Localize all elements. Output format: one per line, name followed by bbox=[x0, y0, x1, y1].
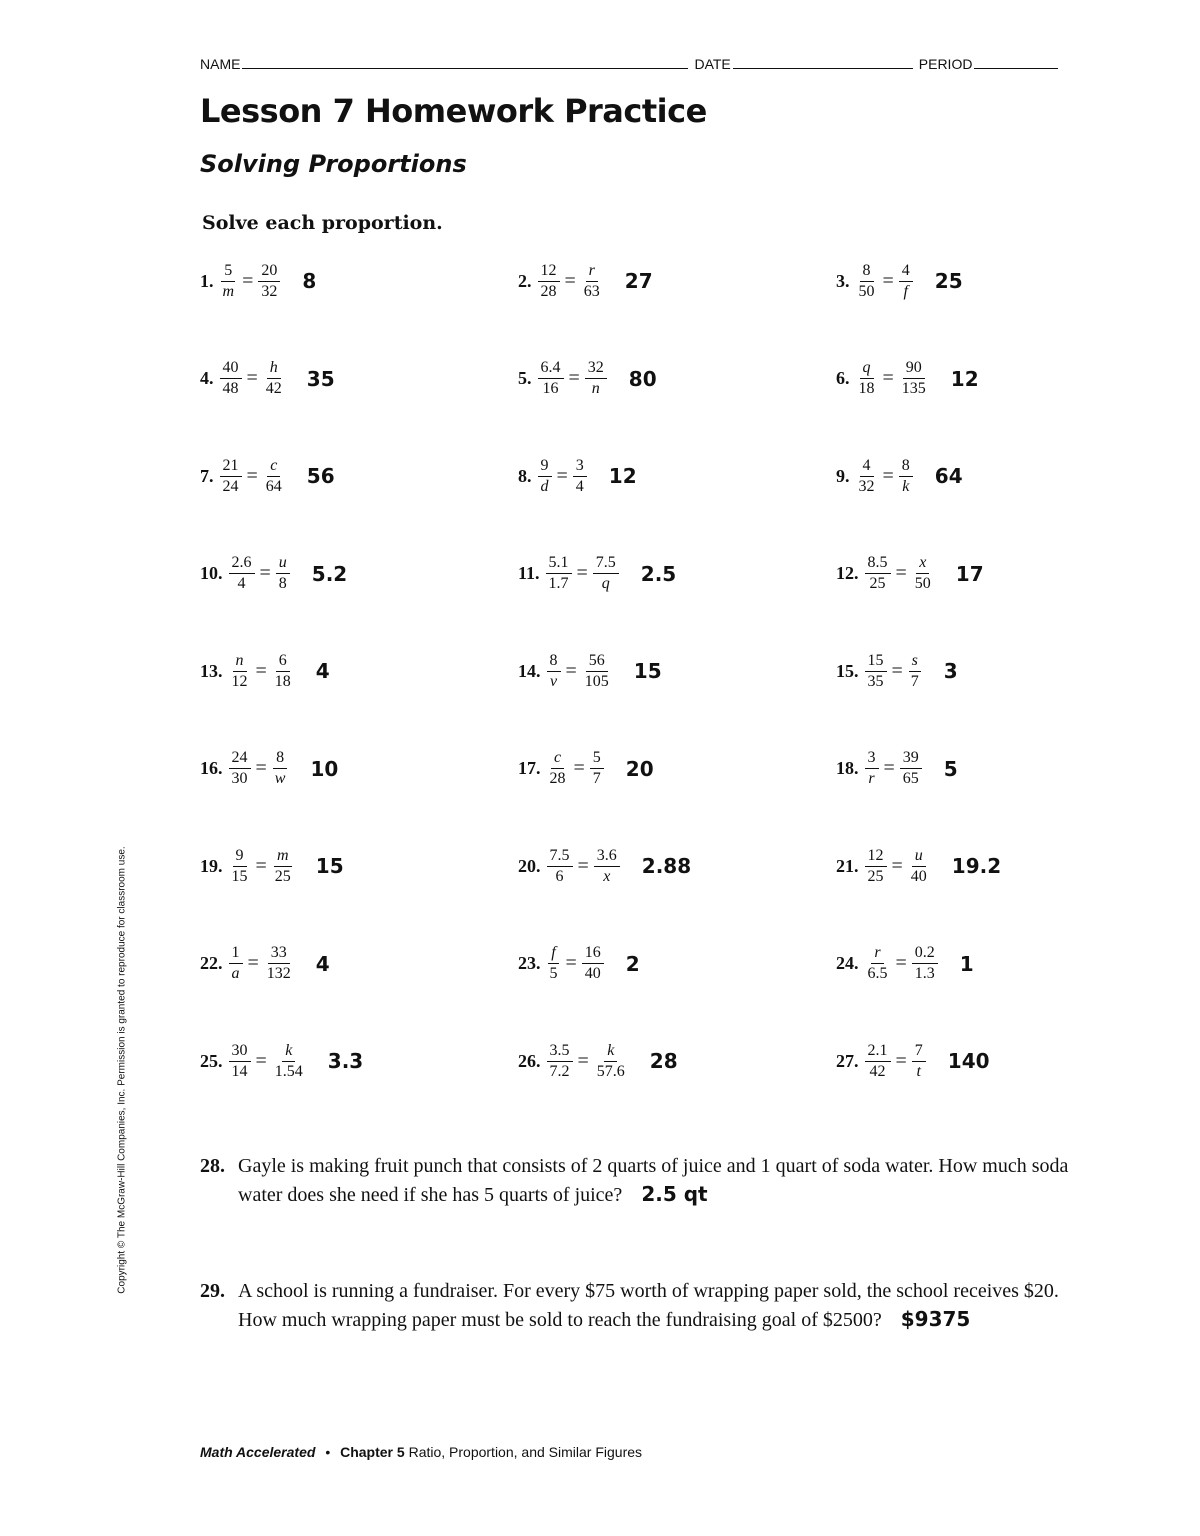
problem-16 bbox=[200, 741, 338, 797]
numerator: 8 bbox=[547, 653, 561, 672]
denominator: m bbox=[222, 282, 235, 300]
denominator: 105 bbox=[584, 672, 609, 690]
numerator: 7.5 bbox=[547, 848, 573, 867]
answer: 25 bbox=[934, 269, 963, 293]
equals-sign: = bbox=[242, 269, 254, 292]
problem-25 bbox=[200, 1033, 363, 1089]
left-fraction bbox=[865, 1043, 891, 1080]
problem-15 bbox=[836, 643, 958, 699]
left-fraction bbox=[865, 848, 887, 885]
numerator: x bbox=[916, 555, 929, 574]
answer: 12 bbox=[608, 464, 637, 488]
copyright-notice: Copyright © The McGraw-Hill Companies, Inc. Permission is granted to reproduce for classroom use. bbox=[116, 846, 128, 1294]
denominator: 57.6 bbox=[596, 1062, 625, 1080]
numerator: 8 bbox=[899, 458, 913, 477]
problem-11 bbox=[518, 546, 676, 602]
right-fraction bbox=[276, 555, 290, 592]
numerator: 12 bbox=[538, 263, 560, 282]
numerator: 1 bbox=[229, 945, 243, 964]
numerator: 3.5 bbox=[547, 1043, 573, 1062]
answer: 1 bbox=[959, 951, 974, 976]
denominator: 4 bbox=[237, 575, 246, 592]
numerator: 20 bbox=[258, 263, 280, 282]
period-label: PERIOD bbox=[918, 56, 973, 72]
left-fraction bbox=[229, 848, 251, 885]
numerator: 32 bbox=[585, 360, 607, 379]
numerator: k bbox=[282, 1043, 295, 1062]
denominator: 18 bbox=[274, 672, 291, 690]
denominator: 42 bbox=[869, 1062, 886, 1080]
numerator: c bbox=[551, 750, 564, 769]
word-problem-body bbox=[238, 1277, 1100, 1334]
denominator: 7.2 bbox=[549, 1062, 570, 1080]
denominator: k bbox=[902, 477, 910, 495]
name-label: NAME bbox=[200, 56, 241, 72]
numerator: 4 bbox=[899, 263, 913, 282]
right-fraction bbox=[899, 263, 913, 300]
answer: 4 bbox=[315, 951, 330, 976]
denominator: 32 bbox=[261, 282, 278, 300]
equals-sign: = bbox=[891, 659, 903, 682]
problem-number: 19. bbox=[200, 855, 223, 876]
left-fraction bbox=[547, 848, 573, 885]
left-fraction bbox=[229, 750, 251, 787]
answer: 64 bbox=[934, 464, 963, 488]
problem-number: 22. bbox=[200, 953, 223, 973]
numerator: 21 bbox=[220, 458, 242, 477]
numerator: 90 bbox=[903, 360, 925, 379]
denominator: 7 bbox=[910, 672, 919, 690]
equals-sign: = bbox=[573, 757, 585, 779]
problem-13 bbox=[200, 643, 330, 699]
right-fraction bbox=[908, 653, 922, 690]
period-blank[interactable] bbox=[974, 54, 1058, 69]
numerator: h bbox=[267, 360, 281, 379]
numerator: 3 bbox=[573, 458, 587, 477]
equals-sign: = bbox=[576, 562, 588, 584]
denominator: 6 bbox=[555, 867, 564, 885]
denominator: 4 bbox=[575, 477, 584, 495]
left-fraction bbox=[865, 555, 891, 592]
left-fraction bbox=[220, 263, 238, 300]
left-fraction bbox=[547, 750, 569, 787]
numerator: 40 bbox=[220, 360, 242, 379]
problem-number: 1. bbox=[200, 270, 214, 291]
denominator: v bbox=[549, 672, 558, 690]
problem-26 bbox=[518, 1033, 678, 1089]
answer: 15 bbox=[633, 659, 662, 683]
denominator: 18 bbox=[858, 380, 875, 397]
equals-sign: = bbox=[255, 1049, 267, 1072]
answer: 80 bbox=[628, 366, 657, 391]
denominator: 28 bbox=[549, 770, 566, 787]
equals-sign: = bbox=[577, 854, 589, 877]
left-fraction bbox=[546, 555, 572, 592]
numerator: r bbox=[871, 945, 883, 964]
answer: 56 bbox=[306, 464, 335, 488]
equals-sign: = bbox=[895, 562, 907, 584]
denominator: r bbox=[868, 770, 875, 787]
footer-book-title: Math Accelerated bbox=[200, 1444, 316, 1460]
right-fraction bbox=[272, 1043, 306, 1080]
right-fraction bbox=[899, 360, 929, 397]
header-fields bbox=[200, 54, 1115, 78]
right-fraction bbox=[258, 263, 280, 300]
problem-23 bbox=[518, 936, 640, 992]
problem-number: 21. bbox=[836, 855, 859, 876]
denominator: 135 bbox=[901, 380, 926, 397]
equals-sign: = bbox=[895, 1049, 907, 1072]
answer: 3 bbox=[943, 659, 958, 683]
problem-number: 4. bbox=[200, 368, 214, 388]
problem-number: 16. bbox=[200, 758, 223, 778]
numerator: q bbox=[860, 360, 874, 379]
equals-sign: = bbox=[556, 464, 568, 487]
footer-chapter-title: Ratio, Proportion, and Similar Figures bbox=[408, 1444, 643, 1460]
problem-number: 14. bbox=[518, 660, 541, 681]
problem-20 bbox=[518, 838, 691, 894]
problem-number: 9. bbox=[836, 465, 850, 486]
right-fraction bbox=[573, 458, 587, 495]
denominator: n bbox=[591, 380, 600, 397]
denominator: 15 bbox=[231, 867, 248, 885]
right-fraction bbox=[590, 750, 604, 787]
right-fraction bbox=[263, 458, 285, 495]
denominator: 14 bbox=[231, 1062, 248, 1080]
denominator: 48 bbox=[222, 380, 239, 397]
numerator: n bbox=[233, 653, 247, 672]
problem-27 bbox=[836, 1033, 990, 1089]
denominator: f bbox=[903, 282, 908, 300]
left-fraction bbox=[538, 263, 560, 300]
equals-sign: = bbox=[882, 269, 894, 292]
right-fraction bbox=[912, 1043, 926, 1080]
numerator: 12 bbox=[865, 848, 887, 867]
problem-number: 24. bbox=[836, 953, 859, 973]
numerator: 33 bbox=[268, 945, 290, 964]
answer: 2.5 bbox=[640, 561, 677, 586]
problem-number: 18. bbox=[836, 758, 859, 778]
denominator: t bbox=[916, 1062, 921, 1080]
word-problem-text: Gayle is making fruit punch that consists of 2 quarts of juice and 1 quart of soda water. How much soda water does she need if she has 5 quarts of juice? bbox=[238, 1155, 1069, 1206]
denominator: 25 bbox=[867, 867, 884, 885]
denominator: 40 bbox=[910, 867, 927, 885]
problem-5 bbox=[518, 351, 657, 407]
right-fraction bbox=[272, 653, 294, 690]
problem-number: 2. bbox=[518, 270, 532, 291]
left-fraction bbox=[547, 1043, 573, 1080]
denominator: d bbox=[540, 477, 549, 495]
denominator: 16 bbox=[542, 380, 559, 397]
denominator: 1.7 bbox=[548, 575, 569, 592]
word-problem-text: A school is running a fundraiser. For every $75 worth of wrapping paper sold, the school receives $20. How much wrapping paper must be sold to reach the fundraising goal of $2500? bbox=[238, 1280, 1059, 1331]
answer: 15 bbox=[315, 854, 344, 878]
left-fraction bbox=[229, 653, 251, 690]
equals-sign: = bbox=[255, 659, 267, 682]
numerator: 2.6 bbox=[229, 555, 255, 574]
problem-18 bbox=[836, 741, 958, 797]
problem-number: 17. bbox=[518, 758, 541, 778]
numerator: 9 bbox=[233, 848, 247, 867]
numerator: u bbox=[276, 555, 290, 574]
problem-12 bbox=[836, 546, 984, 602]
answer: 5 bbox=[943, 756, 958, 781]
word-problem-answer: $9375 bbox=[900, 1307, 971, 1331]
numerator: 6 bbox=[276, 653, 290, 672]
numerator: 24 bbox=[229, 750, 251, 769]
numerator: 5 bbox=[221, 263, 235, 282]
answer: 10 bbox=[310, 756, 339, 781]
denominator: 12 bbox=[231, 672, 248, 690]
denominator: 24 bbox=[222, 477, 239, 495]
right-fraction bbox=[899, 458, 913, 495]
left-fraction bbox=[865, 653, 887, 690]
left-fraction bbox=[856, 360, 878, 397]
answer: 20 bbox=[625, 756, 654, 781]
problem-number: 5. bbox=[518, 368, 532, 388]
equals-sign: = bbox=[882, 367, 894, 389]
word-problem-body bbox=[238, 1152, 1100, 1209]
numerator: r bbox=[586, 263, 598, 282]
right-fraction bbox=[581, 263, 603, 300]
denominator: 7 bbox=[592, 770, 601, 787]
right-fraction bbox=[900, 750, 922, 787]
answer: 140 bbox=[947, 1049, 990, 1073]
footer-separator: • bbox=[325, 1444, 331, 1460]
denominator: 8 bbox=[278, 575, 287, 592]
numerator: 0.2 bbox=[912, 945, 938, 964]
numerator: u bbox=[912, 848, 926, 867]
numerator: 7 bbox=[912, 1043, 926, 1062]
answer: 19.2 bbox=[951, 854, 1002, 878]
answer: 28 bbox=[649, 1049, 678, 1073]
left-fraction bbox=[229, 1043, 251, 1080]
denominator: 50 bbox=[858, 282, 875, 300]
word-problem-answer: 2.5 qt bbox=[641, 1182, 708, 1206]
answer: 27 bbox=[624, 269, 653, 293]
name-blank[interactable] bbox=[242, 54, 688, 69]
numerator: 4 bbox=[860, 458, 874, 477]
word-problem-29 bbox=[200, 1277, 1100, 1334]
left-fraction bbox=[547, 653, 561, 690]
denominator: 30 bbox=[231, 770, 248, 787]
numerator: 39 bbox=[900, 750, 922, 769]
denominator: 50 bbox=[914, 575, 931, 592]
denominator: 1.3 bbox=[914, 965, 935, 982]
problem-number: 12. bbox=[836, 563, 859, 583]
denominator: x bbox=[603, 867, 611, 885]
problem-number: 13. bbox=[200, 660, 223, 681]
numerator: 3 bbox=[865, 750, 879, 769]
problem-8 bbox=[518, 448, 637, 504]
right-fraction bbox=[582, 653, 612, 690]
left-fraction bbox=[538, 458, 552, 495]
denominator: 5 bbox=[549, 965, 558, 982]
numerator: 7.5 bbox=[593, 555, 619, 574]
denominator: q bbox=[601, 575, 610, 592]
problem-14 bbox=[518, 643, 662, 699]
left-fraction bbox=[538, 360, 564, 397]
answer: 12 bbox=[950, 366, 979, 391]
problem-number: 7. bbox=[200, 465, 214, 486]
equals-sign: = bbox=[247, 952, 259, 974]
left-fraction bbox=[856, 263, 878, 300]
equals-sign: = bbox=[246, 367, 258, 389]
denominator: 32 bbox=[858, 477, 875, 495]
denominator: a bbox=[231, 965, 240, 982]
problem-number: 8. bbox=[518, 465, 532, 486]
equals-sign: = bbox=[255, 854, 267, 877]
right-fraction bbox=[272, 750, 289, 787]
word-problem-number: 28. bbox=[200, 1155, 225, 1177]
answer: 17 bbox=[955, 561, 984, 586]
footer-chapter: Chapter 5 bbox=[340, 1444, 405, 1460]
page-subtitle: Solving Proportions bbox=[200, 150, 467, 178]
right-fraction bbox=[582, 945, 604, 982]
problem-22 bbox=[200, 936, 330, 992]
equals-sign: = bbox=[891, 854, 903, 877]
left-fraction bbox=[220, 360, 242, 397]
problem-number: 26. bbox=[518, 1050, 541, 1071]
right-fraction bbox=[594, 848, 620, 885]
numerator: 30 bbox=[229, 1043, 251, 1062]
problem-1 bbox=[200, 253, 316, 309]
date-label: DATE bbox=[694, 56, 731, 72]
numerator: 8.5 bbox=[865, 555, 891, 574]
numerator: c bbox=[267, 458, 280, 477]
equals-sign: = bbox=[568, 367, 580, 389]
problem-number: 23. bbox=[518, 953, 541, 973]
equals-sign: = bbox=[883, 757, 895, 779]
instructions: Solve each proportion. bbox=[202, 212, 443, 234]
numerator: 5.1 bbox=[546, 555, 572, 574]
problem-number: 20. bbox=[518, 855, 541, 876]
problem-number: 6. bbox=[836, 368, 850, 388]
numerator: 5 bbox=[590, 750, 604, 769]
denominator: 63 bbox=[583, 282, 600, 300]
right-fraction bbox=[264, 945, 294, 982]
equals-sign: = bbox=[565, 659, 577, 682]
right-fraction bbox=[908, 848, 930, 885]
equals-sign: = bbox=[564, 269, 576, 292]
left-fraction bbox=[220, 458, 242, 495]
denominator: 42 bbox=[265, 380, 282, 397]
problem-19 bbox=[200, 838, 344, 894]
numerator: 16 bbox=[582, 945, 604, 964]
denominator: 28 bbox=[540, 282, 557, 300]
answer: 4 bbox=[315, 659, 330, 683]
left-fraction bbox=[229, 945, 243, 982]
equals-sign: = bbox=[259, 562, 271, 584]
denominator: 1.54 bbox=[274, 1062, 303, 1080]
equals-sign: = bbox=[255, 757, 267, 779]
left-fraction bbox=[547, 945, 561, 982]
problem-number: 10. bbox=[200, 563, 223, 583]
right-fraction bbox=[594, 1043, 628, 1080]
problem-number: 25. bbox=[200, 1050, 223, 1071]
numerator: 56 bbox=[586, 653, 608, 672]
denominator: 35 bbox=[867, 672, 884, 690]
numerator: 3.6 bbox=[594, 848, 620, 867]
answer: 3.3 bbox=[327, 1049, 364, 1073]
denominator: 64 bbox=[265, 477, 282, 495]
problem-number: 3. bbox=[836, 270, 850, 291]
equals-sign: = bbox=[895, 952, 907, 974]
numerator: 8 bbox=[273, 750, 287, 769]
problem-4 bbox=[200, 351, 335, 407]
problem-number: 27. bbox=[836, 1050, 859, 1071]
numerator: s bbox=[909, 653, 921, 672]
answer: 2.88 bbox=[641, 854, 692, 878]
numerator: 9 bbox=[538, 458, 552, 477]
numerator: 6.4 bbox=[538, 360, 564, 379]
equals-sign: = bbox=[565, 952, 577, 974]
problem-2 bbox=[518, 253, 653, 309]
word-problem-28 bbox=[200, 1152, 1100, 1209]
right-fraction bbox=[585, 360, 607, 397]
problem-24 bbox=[836, 936, 974, 992]
left-fraction bbox=[865, 750, 879, 787]
numerator: m bbox=[274, 848, 292, 867]
answer: 35 bbox=[306, 366, 335, 391]
equals-sign: = bbox=[882, 464, 894, 487]
equals-sign: = bbox=[246, 464, 258, 487]
problem-number: 11. bbox=[518, 563, 540, 583]
right-fraction bbox=[912, 945, 938, 982]
denominator: 40 bbox=[584, 965, 601, 982]
problem-17 bbox=[518, 741, 654, 797]
page-title: Lesson 7 Homework Practice bbox=[200, 92, 707, 130]
answer: 2 bbox=[625, 951, 640, 976]
problem-7 bbox=[200, 448, 335, 504]
problem-9 bbox=[836, 448, 963, 504]
numerator: 15 bbox=[865, 653, 887, 672]
right-fraction bbox=[272, 848, 294, 885]
right-fraction bbox=[593, 555, 619, 592]
left-fraction bbox=[229, 555, 255, 592]
denominator: 25 bbox=[274, 867, 291, 885]
numerator: k bbox=[604, 1043, 617, 1062]
equals-sign: = bbox=[577, 1049, 589, 1072]
numerator: 8 bbox=[860, 263, 874, 282]
word-problem-number: 29. bbox=[200, 1280, 225, 1302]
page-footer bbox=[200, 1444, 642, 1460]
denominator: 6.5 bbox=[867, 965, 888, 982]
problem-10 bbox=[200, 546, 347, 602]
problem-6 bbox=[836, 351, 979, 407]
denominator: 65 bbox=[902, 770, 919, 787]
numerator: 2.1 bbox=[865, 1043, 891, 1062]
left-fraction bbox=[856, 458, 878, 495]
numerator: f bbox=[548, 945, 558, 964]
problem-number: 15. bbox=[836, 660, 859, 681]
answer: 8 bbox=[302, 269, 317, 293]
left-fraction bbox=[865, 945, 891, 982]
problem-21 bbox=[836, 838, 1001, 894]
denominator: 132 bbox=[266, 965, 291, 982]
problem-3 bbox=[836, 253, 963, 309]
right-fraction bbox=[263, 360, 285, 397]
date-blank[interactable] bbox=[733, 54, 913, 69]
denominator: 25 bbox=[869, 575, 886, 592]
denominator: w bbox=[274, 770, 286, 787]
right-fraction bbox=[912, 555, 934, 592]
answer: 5.2 bbox=[311, 561, 348, 586]
